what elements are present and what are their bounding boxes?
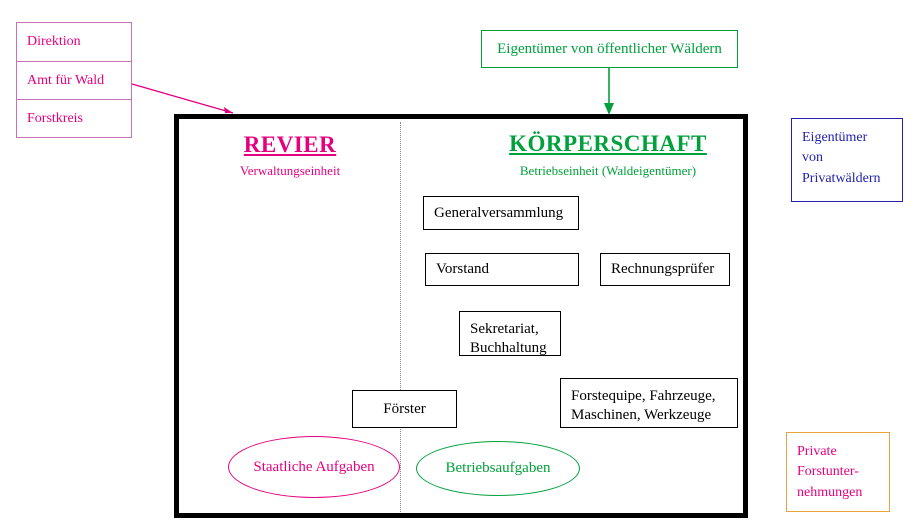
box-rechnungspruefer[interactable]: [600, 253, 730, 286]
box-forstequipe-line1: Forstequipe, Fahrzeuge,: [571, 388, 716, 404]
private-forest-owner-line1: Eigentümer: [802, 130, 868, 145]
stack-item-direktion[interactable]: [17, 23, 131, 61]
box-sekretariat-buchhaltung[interactable]: [459, 311, 561, 356]
column-divider: [400, 122, 401, 512]
koerperschaft-heading: KÖRPERSCHAFT: [509, 131, 707, 156]
box-foerster-label: Förster: [383, 400, 426, 417]
stack-item-amt-fuer-wald[interactable]: [17, 61, 131, 99]
box-sekretariat-line2: Buchhaltung: [470, 339, 547, 356]
ellipse-staatliche-aufgaben-label: Staatliche Aufgaben: [253, 458, 375, 475]
arrow-amt-to-revier-line: [132, 84, 233, 113]
box-forstequipe[interactable]: [560, 378, 738, 428]
box-vorstand-label: Vorstand: [436, 261, 490, 278]
box-generalversammlung-label: Generalversammlung: [434, 204, 564, 221]
revier-heading: REVIER: [243, 132, 337, 157]
stack-item-forstkreis[interactable]: [17, 99, 131, 137]
box-rechnungspruefer-label: Rechnungsprüfer: [611, 261, 715, 278]
box-generalversammlung[interactable]: [423, 196, 579, 230]
ellipse-betriebsaufgaben-label: Betriebsaufgaben: [445, 460, 551, 476]
koerperschaft-subheading: Betriebseinheit (Waldeigentümer): [519, 163, 697, 178]
box-forstequipe-line2: Maschinen, Werkzeuge: [571, 406, 712, 423]
private-forest-owner-box[interactable]: [791, 118, 903, 202]
left-authority-stack: [16, 22, 132, 138]
revier-subheading: Verwaltungseinheit: [239, 163, 341, 178]
private-forestry-companies-line2: Forstunter-: [797, 464, 859, 480]
box-sekretariat-line1: Sekretariat,: [470, 321, 539, 337]
private-forest-owner-line2: von: [802, 150, 823, 166]
private-forestry-companies-box[interactable]: [786, 432, 890, 512]
public-forest-owner-label: Eigentümer von öffentlicher Wäldern: [497, 40, 722, 57]
arrow-amt-to-revier-head: [224, 107, 233, 113]
private-forestry-companies-line3: nehmungen: [797, 484, 863, 500]
stack-item-direktion-label: Direktion: [27, 34, 81, 49]
private-forestry-companies-line1: Private: [797, 444, 837, 459]
ellipse-staatliche-aufgaben[interactable]: [228, 436, 400, 498]
private-forest-owner-line3: Privatwäldern: [802, 170, 881, 186]
stack-item-amt-fuer-wald-label: Amt für Wald: [27, 72, 105, 88]
stack-item-forstkreis-label: Forstkreis: [27, 110, 83, 126]
ellipse-betriebsaufgaben[interactable]: [416, 441, 580, 496]
box-foerster[interactable]: [352, 390, 457, 428]
public-forest-owner-box[interactable]: [481, 30, 738, 68]
box-vorstand[interactable]: [425, 253, 579, 286]
